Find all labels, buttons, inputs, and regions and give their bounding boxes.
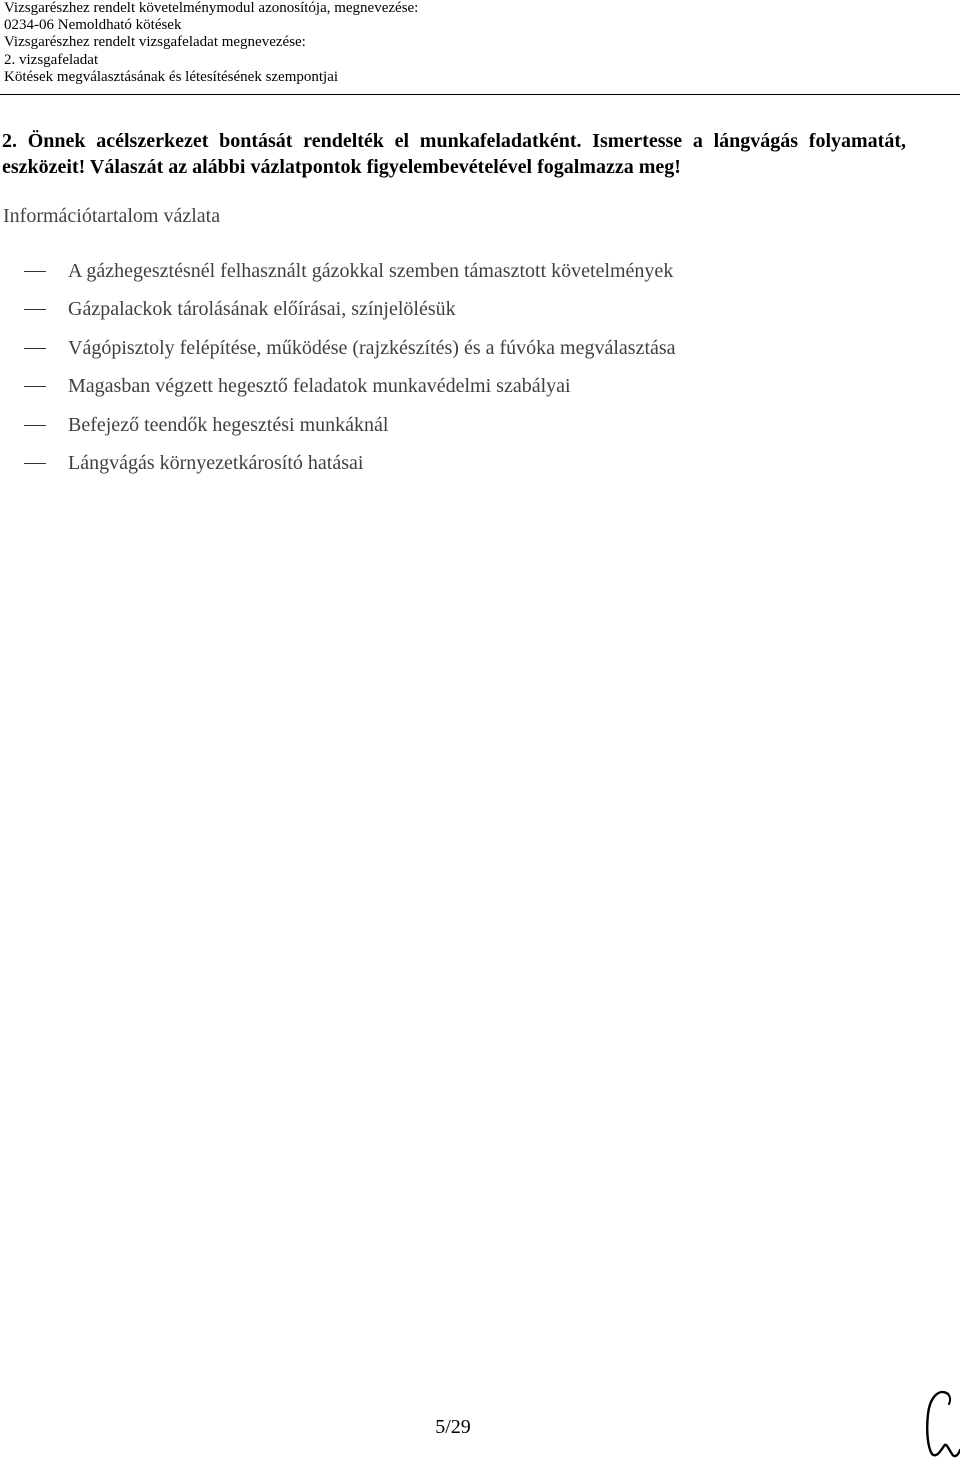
outline-item <box>0 411 900 441</box>
outline-item <box>0 257 900 287</box>
outline-item <box>0 372 900 402</box>
dash-bullet-icon <box>24 386 46 387</box>
header-divider <box>0 94 960 95</box>
signature-mark <box>918 1386 960 1462</box>
outline-item-text: Lángvágás környezetkárosító hatásai <box>68 452 364 474</box>
dash-bullet-icon <box>24 348 46 349</box>
outline-item-text: Vágópisztoly felépítése, működése (rajzkészítés) és a fúvóka megválasztása <box>68 337 676 359</box>
outline-item-text: Gázpalackok tárolásának előírásai, színjelölésük <box>68 298 456 320</box>
document-header <box>4 0 944 86</box>
outline-item-text: Magasban végzett hegesztő feladatok munkavédelmi szabályai <box>68 375 571 397</box>
question-text: 2. Önnek acélszerkezet bontását rendelték el munkafeladatként. Ismertesse a lángvágás folyamatát, eszközeit! Válaszát az alábbi vázlatpontok figyelembevételével fogalmazza meg! <box>2 130 906 178</box>
outline-item <box>0 334 900 364</box>
outline-item <box>0 295 900 325</box>
header-task-topic: Kötések megválasztásának és létesítésének szempontjai <box>4 68 339 85</box>
header-module-name: 0234-06 Nemoldható kötések <box>4 17 182 34</box>
header-task-number: 2. vizsgafeladat <box>4 51 99 68</box>
header-module-label: Vizsgarészhez rendelt követelménymodul azonosítója, megnevezése: <box>4 0 419 16</box>
dash-bullet-icon <box>24 463 46 464</box>
dash-bullet-icon <box>24 425 46 426</box>
outline-item <box>0 449 900 479</box>
header-task-label: Vizsgarészhez rendelt vizsgafeladat megnevezése: <box>4 34 306 51</box>
outline-title: Információtartalom vázlata <box>3 205 221 227</box>
page-number: 5/29 <box>435 1416 471 1438</box>
outline-item-text: A gázhegesztésnél felhasznált gázokkal szemben támasztott követelmények <box>68 260 674 282</box>
outline-item-text: Befejező teendők hegesztési munkáknál <box>68 414 389 436</box>
dash-bullet-icon <box>24 309 46 310</box>
dash-bullet-icon <box>24 271 46 272</box>
